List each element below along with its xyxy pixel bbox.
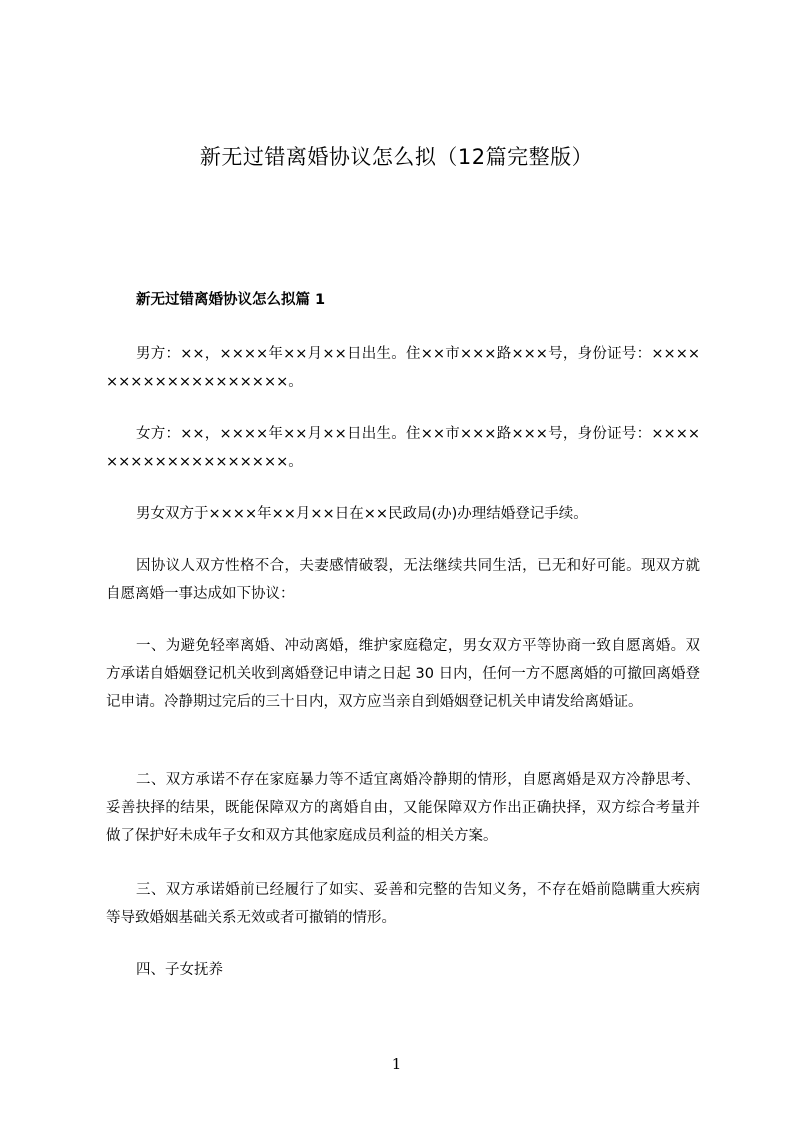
section-heading: 新无过错离婚协议怎么拟篇 1 [136, 292, 326, 308]
paragraph-clause-3: 三、双方承诺婚前已经履行了如实、妥善和完整的告知义务，不存在婚前隐瞒重大疾病等导致婚姻基础关系无效或者可撤销的情形。 [106, 882, 700, 926]
paragraph-marriage-registration: 男女双方于××××年××月××日在××民政局(办)办理结婚登记手续。 [136, 506, 588, 522]
paragraph-divorce-reason: 因协议人双方性格不合，夫妻感情破裂，无法继续共同生活，已无和好可能。现双方就自愿离婚一事达成如下协议： [106, 558, 700, 602]
paragraph-clause-2: 二、双方承诺不存在家庭暴力等不适宜离婚冷静期的情形，自愿离婚是双方冷静思考、妥善抉择的结果，既能保障双方的离婚自由，又能保障双方作出正确抉择，双方综合考量并做了保护好未成年子女和双方其他家庭成员利益的相关方案。 [106, 772, 700, 844]
document-title: 新无过错离婚协议怎么拟（12篇完整版） [199, 145, 594, 169]
paragraph-clause-4: 四、子女抚养 [136, 962, 223, 978]
paragraph-wife-info: 女方：××，××××年××月××日出生。住××市×××路×××号，身份证号：×××××××××××××××××××。 [106, 426, 700, 470]
page-number: 1 [391, 1055, 402, 1073]
paragraph-clause-1: 一、为避免轻率离婚、冲动离婚，维护家庭稳定，男女双方平等协商一致自愿离婚。双方承诺自婚姻登记机关收到离婚登记申请之日起 30 日内，任何一方不愿离婚的可撤回离婚登记申请。冷静期过完后的三十日内，双方应当亲自到婚姻登记机关申请发给离婚证。 [106, 638, 700, 710]
paragraph-husband-info: 男方：××，××××年××月××日出生。住××市×××路×××号，身份证号：×××××××××××××××××××。 [106, 346, 700, 390]
